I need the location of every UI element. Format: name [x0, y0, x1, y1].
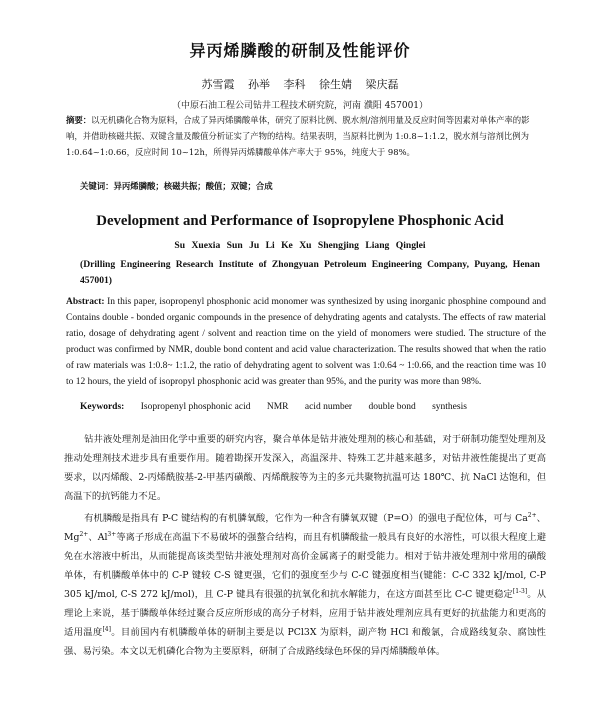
abstract-text-cn: 以无机磷化合物为原料，合成了异丙烯膦酸单体，研究了原料比例、脱水剂/溶剂用量及反应时间等因素对单体产率的影响，并借助核磁共振、双键含量及酸值分析证实了产物的结构。结果表明，当原料比例为 1:0.8~1:1.2，脱水剂与溶剂比例为 1:0.64~1:0.66，反应时间 10~12h，所得异丙烯膦酸单体产率大于 95%，纯度大于 98%。 — [66, 115, 530, 157]
author-en: Li Ke — [265, 240, 293, 251]
keyword-term: NMR — [266, 402, 289, 412]
author-cn: 孙举 — [248, 78, 270, 91]
abstract-chinese — [66, 112, 546, 160]
author-en: Liang Qinglei — [365, 240, 426, 251]
author-en: Sun Ju — [226, 240, 260, 251]
body-paragraph-1 — [64, 430, 546, 506]
ion-charge: 2+ — [79, 530, 89, 538]
keyword-term: Isopropenyl phosphonic acid — [140, 402, 251, 412]
citation: [4] — [102, 625, 111, 633]
citation: [1-3] — [512, 587, 528, 595]
affiliation-chinese: （中原石油工程公司钻井工程技术研究院，河南 濮阳 457001） — [171, 101, 429, 111]
authors-chinese — [0, 76, 600, 92]
author-cn: 苏雪霞 — [201, 78, 235, 91]
paragraph-text: 。目前国内有机膦酸单体的研制主要是以 PCl3X 为原料，副产物 HCl 和酸氯，合成路线复杂、腐蚀性强、易污染。本文以无机磷化合物为主要原料，研制了合成路线绿色环保的异丙烯膦酸单体。 — [64, 627, 546, 657]
keywords-chinese — [80, 180, 550, 192]
keyword-term: double bond — [368, 402, 416, 412]
paragraph-text: 。从理论上来说，基于膦酸单体经过聚合反应所形成的高分子材料，应用于钻井液处理剂应具有更好的抗盐能力和更高的适用温度 — [64, 589, 546, 638]
ion-charge: 2+ — [527, 511, 537, 519]
author-cn: 徐生婧 — [319, 78, 352, 91]
paragraph-text: 有机膦酸是指具有 P-C 键结构的有机膦氧酸，它作为一种含有膦氧双键（P=O）的强电子配位体，可与 Ca — [84, 513, 528, 524]
author-en: Su Xuexia — [174, 240, 221, 251]
author-cn: 李科 — [283, 78, 306, 91]
abstract-english — [66, 294, 546, 390]
abstract-label-en: Abstract: — [66, 297, 105, 307]
authors-english — [0, 240, 600, 251]
paragraph-text: 等离子形成在高温下不易破坏的强螯合结构，而且有机膦酸盐一般具有良好的水溶性，可以很大程度上避免在水溶液中析出，从而能提高该类型钻井液处理剂对高价金属离子的耐受能力。相对于钻井液处理剂中常用的磺酸单体，有机膦酸单体中的 C-P 键较 C-S 键更强，它们的强度至少与 C-C 键强度相当(键能：C-C 332 kJ/mol, C-P 305 kJ/mol, C-S 272 kJ/mol)，且 C-P 键具有很强的抗氧化和抗水解能力，在这方面甚至比 C-C 键更稳定 — [64, 532, 546, 600]
keywords-text-cn: 异丙烯膦酸；核磁共振；酸值；双键；合成 — [113, 181, 273, 191]
keywords-english — [80, 402, 540, 412]
paragraph-text: 、Mg — [64, 513, 546, 543]
keywords-label-en: Keywords: — [80, 402, 125, 412]
abstract-label-cn: 摘要： — [66, 115, 92, 125]
keyword-term: acid number — [304, 402, 353, 412]
paragraph-text: 、Al — [88, 532, 108, 543]
paragraph-text: 钻井液处理剂是油田化学中重要的研究内容，聚合单体是钻井液处理剂的核心和基础，对于研制功能型处理剂及推动处理剂技术进步具有重要作用。随着勘探开发深入，高温深井、特殊工艺井越来越多，对钻井液性能提出了更高要求，以丙烯酸、2-丙烯酰胺基-2-甲基丙磺酸、丙烯酰胺等为主的多元共聚物抗温可达 180℃、抗 NaCl 达饱和，但高温下的抗钙能力不足。 — [64, 434, 546, 502]
author-cn: 梁庆磊 — [365, 78, 399, 91]
title-chinese: 异丙烯膦酸的研制及性能评价 — [189, 41, 411, 60]
author-en: Xu Shengjing — [299, 240, 359, 251]
affiliation-english: (Drilling Engineering Research Institute of Zhongyuan Petroleum Engineering Company, Puyang, Henan 457001) — [80, 259, 540, 286]
keywords-label-cn: 关键词： — [80, 181, 114, 191]
keyword-term: synthesis — [432, 402, 467, 412]
ion-charge: 3+ — [107, 530, 117, 538]
title-english: Development and Performance of Isopropylene Phosphonic Acid — [96, 213, 504, 229]
abstract-text-en: In this paper, isopropenyl phosphonic acid monomer was synthesized by using inorganic phosphine compound and Contains double - bonded organic compounds in the presence of dehydrating agents and catalysts. The effects of raw material ratio, dosage of dehydrating agent / solvent and reaction time on the yield of monomers were studied. The structure of the product was confirmed by NMR, double bond content and acid value characterization. The results showed that when the ratio of raw materials was 1:0.8~ 1:1.2, the ratio of dehydrating agent to solvent was 1:0.64 ~ 1:0.66, and the reaction time was 10 to 12 hours, the yield of isopropyl phosphonic acid was greater than 95%, and the purity was more than 98%. — [66, 297, 547, 387]
body-paragraph-2 — [64, 509, 546, 661]
